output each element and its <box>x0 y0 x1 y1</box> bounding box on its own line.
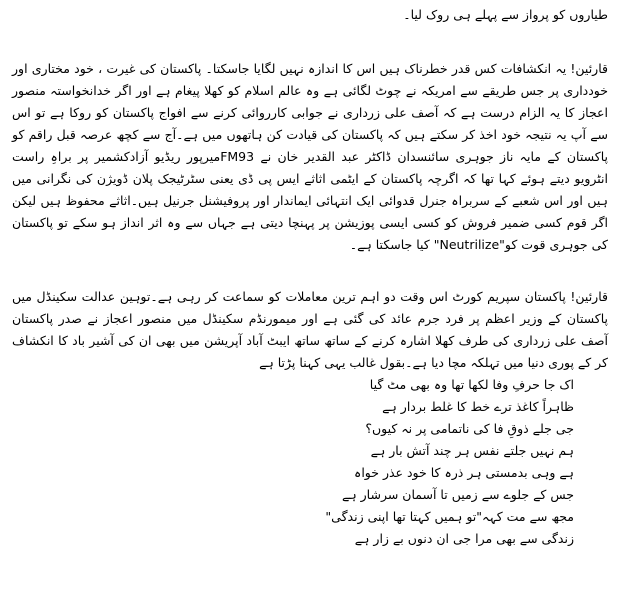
verse-line: جس کے جلوے سے زمیں تا آسمان سرشار ہے <box>342 487 574 502</box>
verse-line: مجھ سے مت کہہ"تو ہمیں کہتا تھا اپنی زندگی" <box>325 509 574 524</box>
verse-line: ہم نہیں جلتے نفس ہر چند آتش بار ہے <box>370 443 574 458</box>
paragraph-2: قارئین! پاکستان سپریم کورٹ اس وقت دو اہم ترین معاملات کو سماعت کر رہی ہے۔توہین عدالت سکینڈل میں پاکستان کے وزیر اعظم پر فرد جرم عائد کی گئی ہے اور میمورنڈم سکینڈل میں منصور اعجاز نے صدر پاکستان آصف علی زرداری کی طرف کھلا اشارہ کرنے کے ساتھ ساتھ ایبٹ آباد آپریشن میں بھی ان کی آشیر باد کا انکشاف کر کے پوری دنیا میں تہلکہ مچا دیا ہے۔بقول غالب یہی کہنا پڑتا ہے <box>12 289 608 370</box>
verse-line: ظاہراً کاغذ ترے خط کا غلط بردار ہے <box>382 399 574 414</box>
verse-line: ہے وہی بدمستی ہر ذرہ کا خود عذر خواہ <box>354 465 574 480</box>
verse-line: جی جلے ذوقِ فا کی ناتمامی پر نہ کیوں؟ <box>365 421 574 436</box>
verse-line: اک جا حرفِ وفا لکھا تھا وہ بھی مٹ گیا <box>369 377 574 392</box>
paragraph-1: قارئین! یہ انکشافات کس قدر خطرناک ہیں اس کا اندازہ نہیں لگایا جاسکتا۔ پاکستان کی غیرت ، خود مختاری اور خودداری پر جس طریقے سے امریکہ نے چوٹ لگائی ہے وہ عالم اسلام کو کھلا پیغام ہے اور اگر خدانخواستہ منصور اعجاز کا یہ الزام درست ہے کہ آصف علی زرداری نے جوابی کارروائی کرنے سے افواج پاکستان کو روکا ہے تو اس سے آپ یہ نتیجہ خود اخذ کر سکتے ہیں کہ پاکستان کی قیادت کن ہاتھوں میں ہے۔آج سے کچھ عرصہ قبل راقم کو پاکستان کے مایہ ناز جوہری سائنسدان ڈاکٹر عبد القدیر خان نے FM93میرپور ریڈیو آزادکشمیر پر براہِ راست انٹرویو دیتے ہوئے کہا تھا کہ اگرچہ پاکستان کے ایٹمی اثاثے ایس پی ڈی یعنی سٹرٹیجک پلان ڈویژن کی نگرانی میں ہیں اور اس شعبے کے سربراہ جنرل قدوائی ایک انتہائی ایماندار اور پروفیشنل جرنیل ہیں۔اثاثے محفوظ ہیں لیکن اگر قوم کسی ضمیر فروش کو کسی ایسی پوزیشن پر پہنچا دیتی ہے جہاں سے وہ اثر انداز ہو سکے تو پاکستان کی جوہری قوت کو"Neutrilize" کیا جاسکتا ہے۔ <box>12 61 608 252</box>
paragraph-gap <box>12 26 608 58</box>
verse-line: زندگی سے بھی مرا جی ان دنوں بے زار ہے <box>354 531 574 546</box>
poem-verses <box>12 374 608 550</box>
paragraph-gap <box>12 256 608 286</box>
intro-line: طیاروں کو پرواز سے پہلے ہی روک لیا۔ <box>403 7 608 22</box>
